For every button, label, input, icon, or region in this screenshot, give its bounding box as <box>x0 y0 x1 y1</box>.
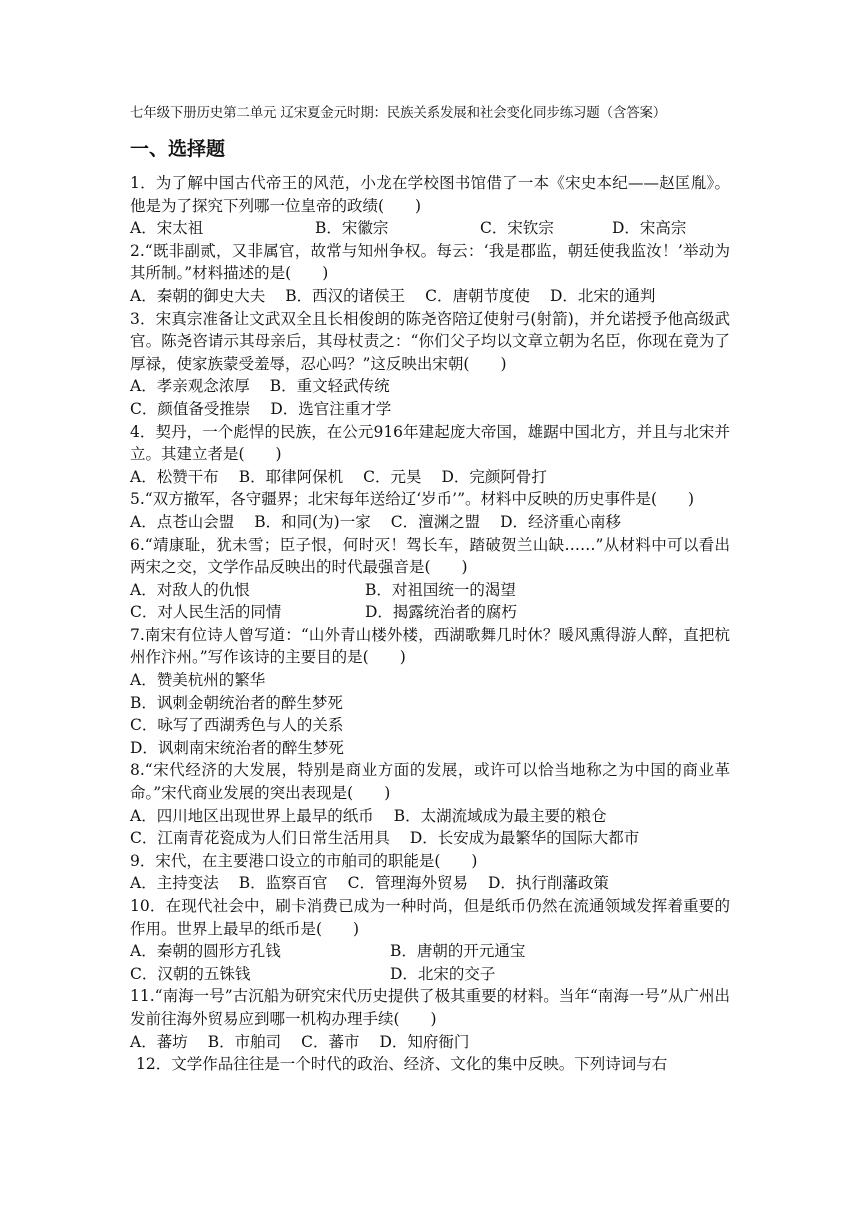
document-title: 七年级下册历史第二单元 辽宋夏金元时期：民族关系发展和社会变化同步练习题（含答案） <box>130 105 667 121</box>
option-b: B．唐朝的开元通宝 <box>390 942 526 961</box>
option-d: D．执行削藩政策 <box>487 874 609 893</box>
option-c: C．颜值备受推崇 <box>130 399 251 418</box>
option-d: D．经济重心南移 <box>500 512 622 531</box>
question-11 <box>130 985 730 1053</box>
question-stem: 8.“宋代经济的大发展，特别是商业方面的发展，或许可以恰当地称之为中国的商业革命。”宋代商业发展的突出表现是( ) <box>130 761 730 803</box>
option-a: A．蕃坊 <box>130 1032 188 1051</box>
option-c: C．对人民生活的同情 <box>130 603 282 622</box>
option-a: A．四川地区出现世界上最早的纸币 <box>130 806 374 825</box>
question-1 <box>130 172 730 240</box>
option-b: B．耶律阿保机 <box>238 467 344 486</box>
question-7 <box>130 624 730 760</box>
question-2 <box>130 240 730 308</box>
question-stem: 1．为了解中国古代帝王的风范，小龙在学校图书馆借了一本《宋史本纪——赵匡胤》。他是为了探究下列哪一位皇帝的政绩( ) <box>130 174 730 215</box>
option-b: B．对祖国统一的渴望 <box>365 580 516 599</box>
question-10 <box>130 895 730 985</box>
option-b: B．宋徽宗 <box>315 219 389 238</box>
option-c: C．咏写了西湖秀色与人的关系 <box>130 716 344 735</box>
question-stem: 5.“双方撤军，各守疆界；北宋每年送给辽‘岁币’”。材料中反映的历史事件是( ) <box>130 490 695 509</box>
option-a: A．对敌人的仇恨 <box>130 580 250 599</box>
option-d: D．知府衙门 <box>379 1032 470 1051</box>
option-a: A．宋太祖 <box>130 219 204 238</box>
option-d: D．讽刺南宋统治者的醉生梦死 <box>130 738 344 757</box>
option-d: D．长安成为最繁华的国际大都市 <box>409 829 640 848</box>
option-a: A．秦朝的圆形方孔钱 <box>130 942 281 961</box>
question-stem: 10．在现代社会中，刷卡消费已成为一种时尚，但是纸币仍然在流通领域发挥着重要的作用。世界上最早的纸币是( ) <box>130 897 730 938</box>
question-list <box>130 172 730 1076</box>
option-row <box>130 375 730 398</box>
option-row <box>130 1031 730 1054</box>
option-row <box>130 940 730 985</box>
question-stem: 4．契丹，一个彪悍的民族，在公元916年建起庞大帝国，雄踞中国北方，并且与北宋并立。其建立者是( ) <box>130 422 730 464</box>
option-b: B．太湖流域成为最主要的粮仓 <box>393 806 607 825</box>
option-d: D．完颜阿骨打 <box>441 467 547 486</box>
question-3 <box>130 308 730 421</box>
option-c: C．汉朝的五铢钱 <box>130 964 251 983</box>
question-5 <box>130 488 730 533</box>
option-b: B．西汉的诸侯王 <box>285 286 406 305</box>
question-stem: 12．文学作品往往是一个时代的政治、经济、文化的集中反映。下列诗词与右 <box>136 1055 668 1074</box>
question-stem: 9．宋代，在主要港口设立的市舶司的职能是( ) <box>130 851 478 870</box>
question-stem: 6.“靖康耻，犹未雪；臣子恨，何时灭！驾长车，踏破贺兰山缺……”从材料中可以看出两宋之交，文学作品反映出的时代最强音是( ) <box>130 535 730 577</box>
option-a: A．赞美杭州的繁华 <box>130 671 266 690</box>
option-c: C．蕃市 <box>301 1032 360 1051</box>
option-row <box>130 466 730 489</box>
option-a: A．孝亲观念浓厚 <box>130 377 250 396</box>
option-row <box>130 398 730 421</box>
option-row <box>130 579 730 624</box>
option-a: A．秦朝的御史大夫 <box>130 286 266 305</box>
question-12 <box>130 1053 730 1076</box>
question-stem: 3．宋真宗准备让文武双全且长相俊朗的陈尧咨陪辽使射弓(射箭)，并允诺授予他高级武官。陈尧咨请示其母亲后，其母杖责之：“你们父子均以文章立朝为名臣，你现在竟为了厚禄，使家族蒙受羞辱，忍心吗？”这反映出宋朝( ) <box>130 309 730 373</box>
option-row <box>130 872 730 895</box>
question-stem: 7.南宋有位诗人曾写道：“山外青山楼外楼，西湖歌舞几时休？暖风熏得游人醉，直把杭州作汴州。”写作该诗的主要目的是( ) <box>130 625 730 667</box>
option-d: D．北宋的交子 <box>390 964 496 983</box>
option-b: B．重文轻武传统 <box>269 377 390 396</box>
option-b: B．监察百官 <box>238 874 328 893</box>
question-9 <box>130 850 730 895</box>
option-d: D．宋高宗 <box>612 219 687 238</box>
option-c: C．管理海外贸易 <box>347 874 468 893</box>
option-row <box>130 217 730 240</box>
option-b: B．讽刺金朝统治者的醉生梦死 <box>130 693 343 712</box>
question-stem: 2.“既非副贰，又非属官，故常与知州争权。每云：‘我是郡监，朝廷使我监汝！’举动为其所制。”材料描述的是( ) <box>130 241 730 283</box>
option-row <box>130 285 730 308</box>
option-c: C．元昊 <box>363 467 422 486</box>
option-c: C．江南青花瓷成为人们日常生活用具 <box>130 829 390 848</box>
option-a: A．点苍山会盟 <box>130 512 235 531</box>
option-row <box>130 827 730 850</box>
question-4 <box>130 421 730 489</box>
question-6 <box>130 534 730 624</box>
option-c: C．澶渊之盟 <box>390 512 481 531</box>
option-a: A．松赞干布 <box>130 467 219 486</box>
option-list <box>130 669 730 759</box>
option-d: D．选官注重才学 <box>270 399 392 418</box>
option-d: D．揭露统治者的腐朽 <box>365 603 517 622</box>
option-b: B．市舶司 <box>207 1032 282 1051</box>
option-a: A．主持变法 <box>130 874 219 893</box>
section-heading: 一、选择题 <box>130 138 226 160</box>
option-c: C．宋钦宗 <box>480 219 554 238</box>
option-d: D．北宋的通判 <box>549 286 656 305</box>
option-row <box>130 511 730 534</box>
option-row <box>130 805 730 828</box>
option-b: B．和同(为)一家 <box>254 512 371 531</box>
option-c: C．唐朝节度使 <box>425 286 530 305</box>
question-stem: 11.“南海一号”古沉船为研究宋代历史提供了极其重要的材料。当年“南海一号”从广州出发前往海外贸易应到哪一机构办理手续( ) <box>130 987 730 1028</box>
question-8 <box>130 759 730 849</box>
